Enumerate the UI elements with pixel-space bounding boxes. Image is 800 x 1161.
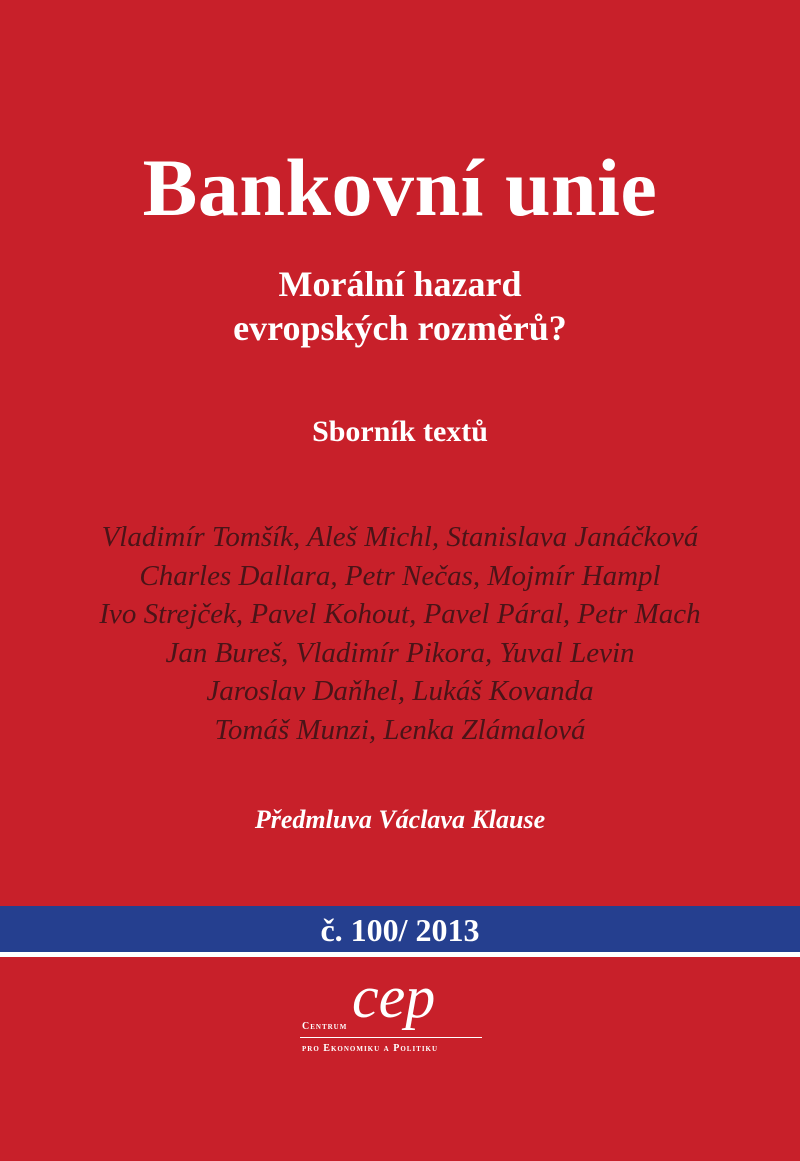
issue-band	[0, 906, 800, 957]
book-title: Bankovní unie	[142, 142, 658, 233]
author-line: Jan Bureš, Vladimír Pikora, Yuval Levin	[165, 636, 635, 669]
issue-number: č. 100/ 2013	[320, 912, 480, 948]
author-line: Charles Dallara, Petr Nečas, Mojmír Hampl	[139, 559, 661, 592]
author-line: Jaroslav Daňhel, Lukáš Kovanda	[206, 675, 594, 707]
foreword-credit: Předmluva Václava Klause	[254, 805, 546, 834]
author-line: Vladimír Tomšík, Aleš Michl, Stanislava Janáčková	[101, 521, 699, 553]
subtitle-line: Morální hazard	[278, 264, 522, 304]
author-list	[0, 518, 800, 749]
cep-logo	[300, 964, 490, 1085]
subtitle-line: evropských rozměrů?	[233, 308, 567, 348]
logo-divider	[300, 1037, 482, 1038]
author-line: Ivo Strejček, Pavel Kohout, Pavel Páral, Petr Mach	[99, 598, 701, 630]
author-line: Tomáš Munzi, Lenka Zlámalová	[214, 713, 586, 746]
logo-mark: cep	[352, 964, 436, 1030]
logo-line-1: Centrum	[302, 1021, 348, 1032]
logo-line-2: pro Ekonomiku a Politiku	[302, 1043, 439, 1054]
collection-label: Sborník textů	[312, 415, 488, 448]
book-subtitle	[0, 262, 800, 350]
